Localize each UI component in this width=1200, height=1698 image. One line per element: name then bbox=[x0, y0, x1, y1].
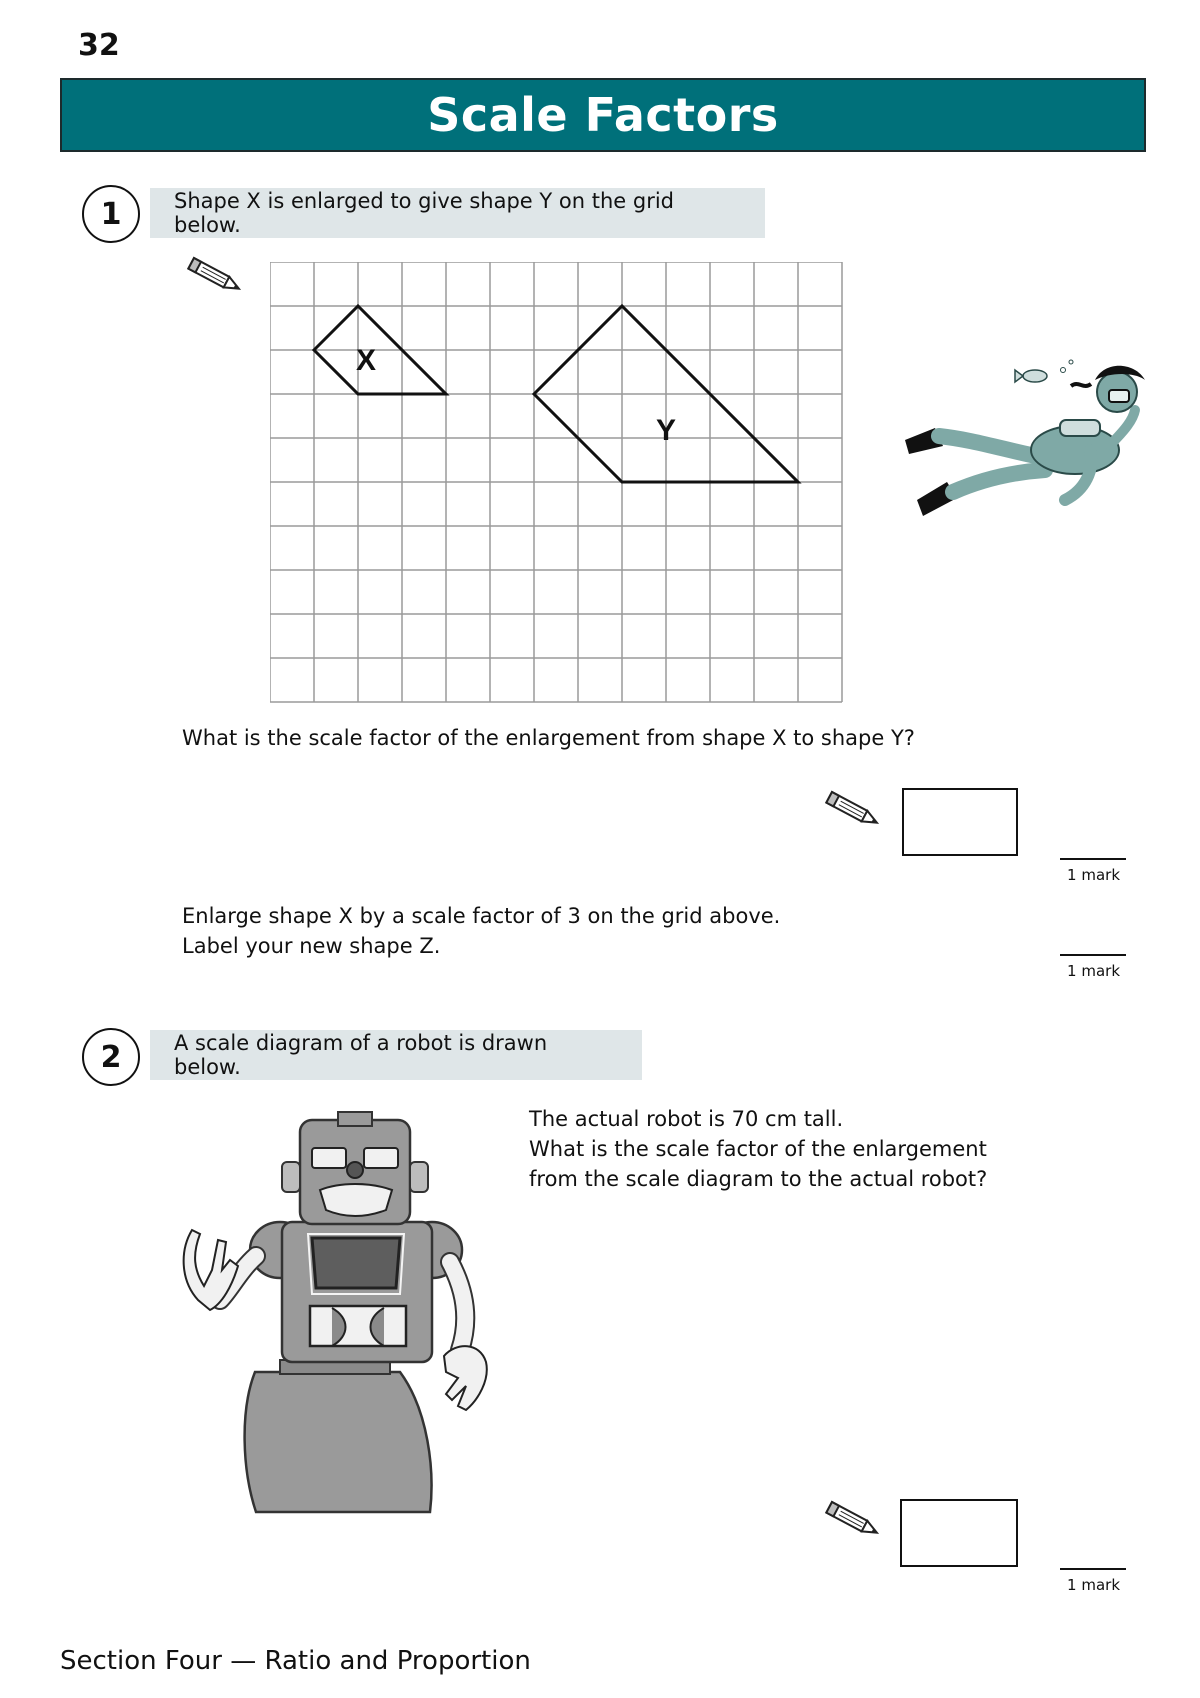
mark-line bbox=[1060, 1568, 1126, 1570]
question-2-line-2: What is the scale factor of the enlargement bbox=[529, 1137, 987, 1161]
question-2-text: A scale diagram of a robot is drawn below. bbox=[174, 1031, 548, 1079]
answer-box-2[interactable] bbox=[900, 1499, 1018, 1567]
question-1b-line-2: Label your new shape Z. bbox=[182, 934, 441, 958]
shape-x-label: X bbox=[355, 344, 377, 377]
mark-line bbox=[1060, 954, 1126, 956]
enlargement-grid[interactable] bbox=[270, 262, 846, 705]
footer-section-title: Section Four — Ratio and Proportion bbox=[60, 1646, 531, 1676]
mark-label-2: 1 mark bbox=[1067, 1576, 1120, 1594]
title-bar bbox=[60, 78, 1146, 152]
question-number-2: 2 bbox=[82, 1028, 140, 1086]
shape-y-label: Y bbox=[655, 414, 677, 447]
diver-illustration bbox=[895, 350, 1155, 530]
answer-box-1a[interactable] bbox=[902, 788, 1018, 856]
question-1-text: Shape X is enlarged to give shape Y on the grid below. bbox=[174, 189, 674, 237]
page-number: 32 bbox=[78, 28, 120, 63]
question-1-banner bbox=[150, 188, 765, 238]
page-title: Scale Factors bbox=[427, 88, 779, 142]
mark-line bbox=[1060, 858, 1126, 860]
mark-label-1a: 1 mark bbox=[1067, 866, 1120, 884]
pencil-icon bbox=[820, 1500, 886, 1540]
pencil-icon bbox=[182, 256, 248, 296]
question-number-1: 1 bbox=[82, 185, 140, 243]
mark-label-1b: 1 mark bbox=[1067, 962, 1120, 980]
pencil-icon bbox=[820, 790, 886, 830]
question-2-banner bbox=[150, 1030, 642, 1080]
question-2-line-3: from the scale diagram to the actual robot? bbox=[529, 1167, 988, 1191]
question-1a-text: What is the scale factor of the enlargement from shape X to shape Y? bbox=[182, 726, 915, 750]
robot-illustration bbox=[160, 1110, 500, 1520]
question-1b-line-1: Enlarge shape X by a scale factor of 3 on the grid above. bbox=[182, 904, 781, 928]
question-2-line-1: The actual robot is 70 cm tall. bbox=[529, 1107, 844, 1131]
